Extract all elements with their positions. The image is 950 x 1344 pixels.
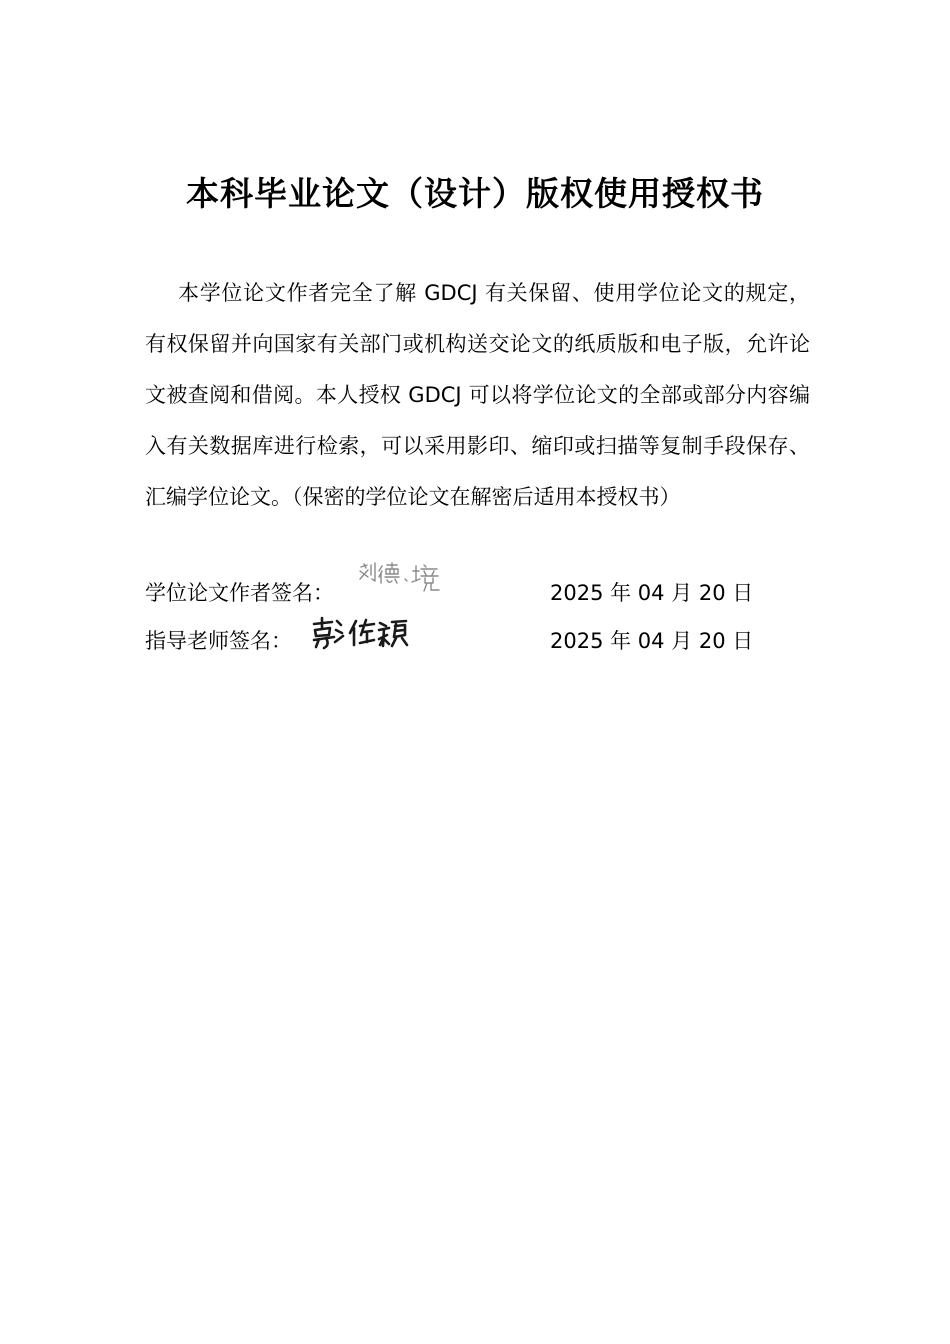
student-signature-date: 2025 年 04 月 20 日 <box>550 581 754 605</box>
advisor-handwritten-signature <box>310 615 410 655</box>
authorization-paragraph: 本学位论文作者完全了解 GDCJ 有关保留、使用学位论文的规定，有权保留并向国家有关部门或机构送交论文的纸质版和电子版，允许论文被查阅和借阅。本人授权 GDCJ 可以将学位论文的全部或部分内容编入有关数据库进行检索，可以采用影印、缩印或扫描等复制手段保存、汇编学位论文。（保密的学位论文在解密后适用本授权书） <box>145 281 810 509</box>
advisor-signature-row <box>145 621 805 661</box>
student-signature-label: 学位论文作者签名： <box>145 581 334 605</box>
student-handwritten-signature <box>357 561 447 595</box>
advisor-signature-date: 2025 年 04 月 20 日 <box>550 629 754 653</box>
advisor-signature-label: 指导老师签名： <box>145 629 292 653</box>
document-title: 本科毕业论文（设计）版权使用授权书 <box>186 174 764 213</box>
student-signature-row <box>145 573 805 613</box>
